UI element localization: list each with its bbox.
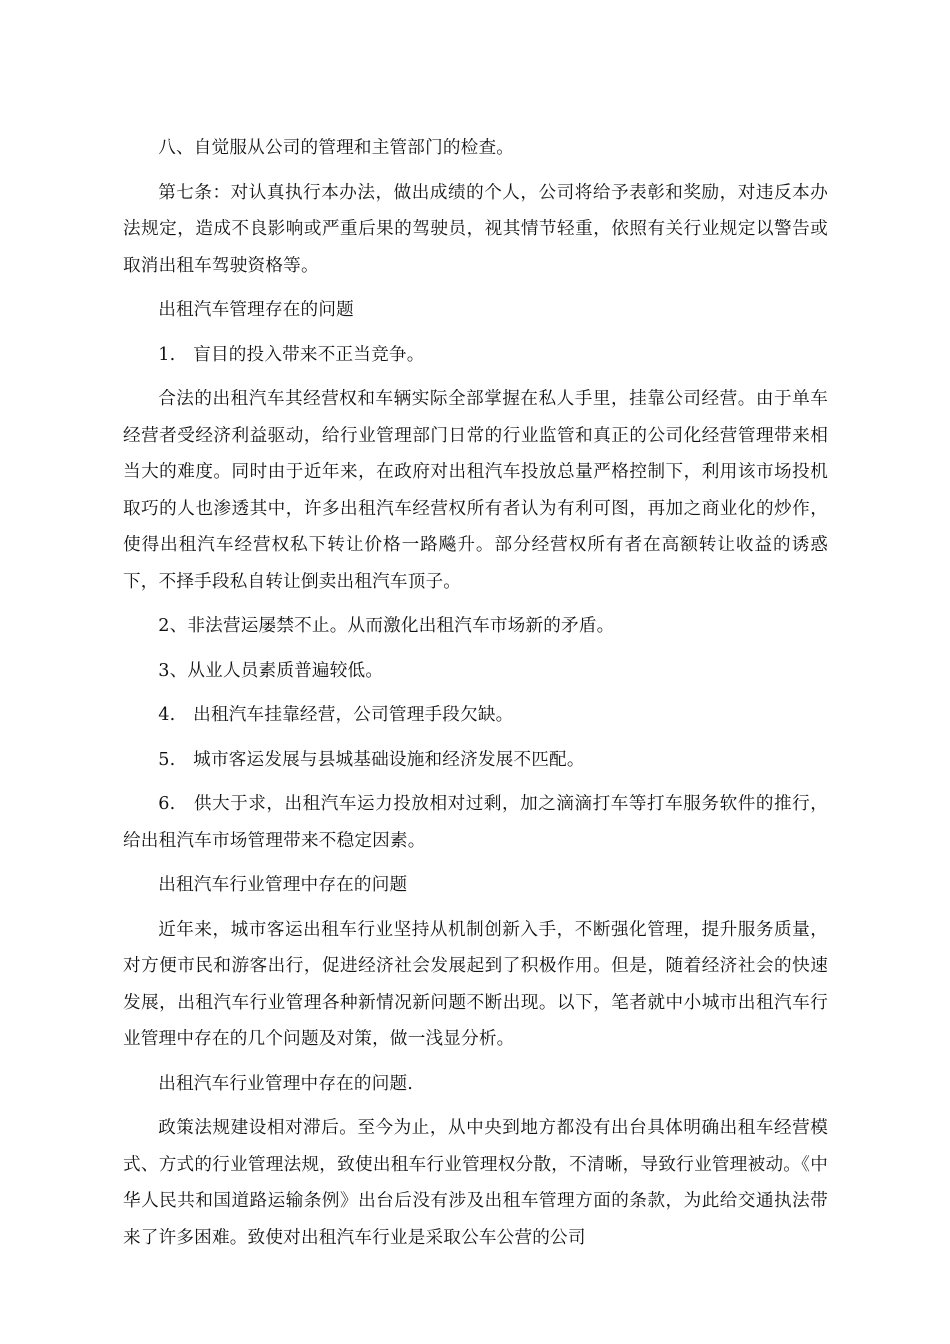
paragraph-recent-years: 近年来，城市客运出租车行业坚持从机制创新入手，不断强化管理，提升服务质量，对方便市民和游客出行，促进经济社会发展起到了积极作用。但是，随着经济社会的快速发展，出租汽车行业管理各种新情况新问题不断出现。以下，笔者就中小城市出租汽车行业管理中存在的几个问题及对策，做一浅显分析。 xyxy=(123,919,828,1049)
paragraph-article-7: 第七条：对认真执行本办法，做出成绩的个人，公司将给予表彰和奖励，对违反本办法规定，造成不良影响或严重后果的驾驶员，视其情节轻重，依照有关行业规定以警告或取消出租车驾驶资格等。 xyxy=(123,182,828,276)
list-item-6: 6. 供大于求，出租汽车运力投放相对过剩，加之滴滴打车等打车服务软件的推行，给出租汽车市场管理带来不稳定因素。 xyxy=(123,794,828,851)
list-item-5: 5. 城市客运发展与县城基础设施和经济发展不匹配。 xyxy=(158,749,585,770)
section-heading-industry-problems-2: 出租汽车行业管理中存在的问题. xyxy=(158,1073,414,1094)
list-item-3: 3、从业人员素质普遍较低。 xyxy=(158,660,384,681)
paragraph-legal-taxis: 合法的出租汽车其经营权和车辆实际全部掌握在私人手里，挂靠公司经营。由于单车经营者受经济利益驱动，给行业管理部门日常的行业监管和真正的公司化经营管理带来相当大的难度。同时由于近年来，在政府对出租汽车投放总量严格控制下，利用该市场投机取巧的人也渗透其中，许多出租汽车经营权所有者认为有利可图，再加之商业化的炒作，使得出租汽车经营权私下转让价格一路飚升。部分经营权所有者在高额转让收益的诱惑下，不择手段私自转让倒卖出租汽车顶子。 xyxy=(123,389,828,592)
section-heading-problems: 出租汽车管理存在的问题 xyxy=(158,300,354,320)
list-item-2: 2、非法营运屡禁不止。从而激化出租汽车市场新的矛盾。 xyxy=(158,616,615,636)
document-page xyxy=(123,130,828,1264)
list-item-4: 4. 出租汽车挂靠经营，公司管理手段欠缺。 xyxy=(158,705,514,725)
list-item-1: 1. 盲目的投入带来不正当竞争。 xyxy=(158,344,425,365)
section-heading-industry-problems: 出租汽车行业管理中存在的问题 xyxy=(158,875,408,895)
paragraph-article-8: 八、自觉服从公司的管理和主管部门的检查。 xyxy=(158,138,515,158)
paragraph-policy-regulations: 政策法规建设相对滞后。至今为止，从中央到地方都没有出台具体明确出租车经营模式、方式的行业管理法规，致使出租车行业管理权分散，不清晰，导致行业管理被动。《中华人民共和国道路运输条例》出台后没有涉及出租车管理方面的条款，为此给交通执法带来了许多困难。致使对出租汽车行业是采取公车公营的公司 xyxy=(123,1118,828,1248)
